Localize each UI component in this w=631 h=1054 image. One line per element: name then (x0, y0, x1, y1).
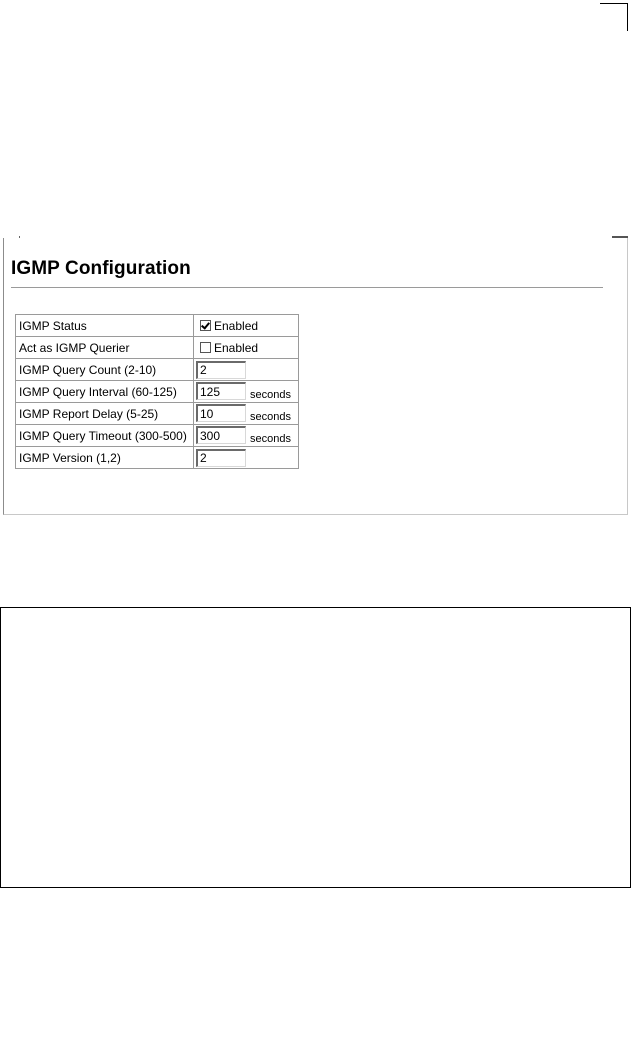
unit-label: seconds (250, 410, 291, 423)
unit-label: seconds (250, 432, 291, 445)
table-row-igmp-querier (16, 337, 299, 359)
page-title: IGMP Configuration (11, 258, 191, 279)
table-row-report-delay (16, 403, 299, 425)
igmp-config-table (15, 314, 299, 469)
row-value (194, 337, 299, 359)
table-row-query-count (16, 359, 299, 381)
row-label: IGMP Version (1,2) (16, 447, 194, 469)
row-label: Act as IGMP Querier (16, 337, 194, 359)
report-delay-input[interactable] (196, 404, 246, 422)
checkbox-label: Enabled (214, 318, 259, 333)
row-value (194, 447, 299, 469)
row-label: IGMP Query Timeout (300-500) (16, 425, 194, 447)
query-count-input[interactable] (196, 361, 246, 379)
row-value (194, 359, 299, 381)
table-row-query-timeout (16, 425, 299, 447)
empty-bordered-box (0, 607, 631, 888)
row-value (194, 425, 299, 447)
crop-mark-vertical (627, 3, 628, 31)
table-row-igmp-status (16, 315, 299, 337)
row-label: IGMP Query Count (2-10) (16, 359, 194, 381)
query-timeout-input[interactable] (196, 426, 246, 444)
unit-label: seconds (250, 388, 291, 401)
crop-mark-horizontal (600, 3, 628, 4)
row-value (194, 315, 299, 337)
row-value (194, 381, 299, 403)
igmp-version-input[interactable] (196, 449, 246, 467)
title-divider (11, 287, 603, 288)
row-label: IGMP Status (16, 315, 194, 337)
query-interval-input[interactable] (196, 382, 246, 400)
row-label: IGMP Query Interval (60-125) (16, 381, 194, 403)
row-label: IGMP Report Delay (5-25) (16, 403, 194, 425)
table-row-igmp-version (16, 447, 299, 469)
checkbox-label: Enabled (214, 340, 259, 355)
igmp-status-checkbox[interactable] (200, 320, 211, 331)
table-row-query-interval (16, 381, 299, 403)
row-value (194, 403, 299, 425)
igmp-querier-checkbox[interactable] (200, 342, 211, 353)
